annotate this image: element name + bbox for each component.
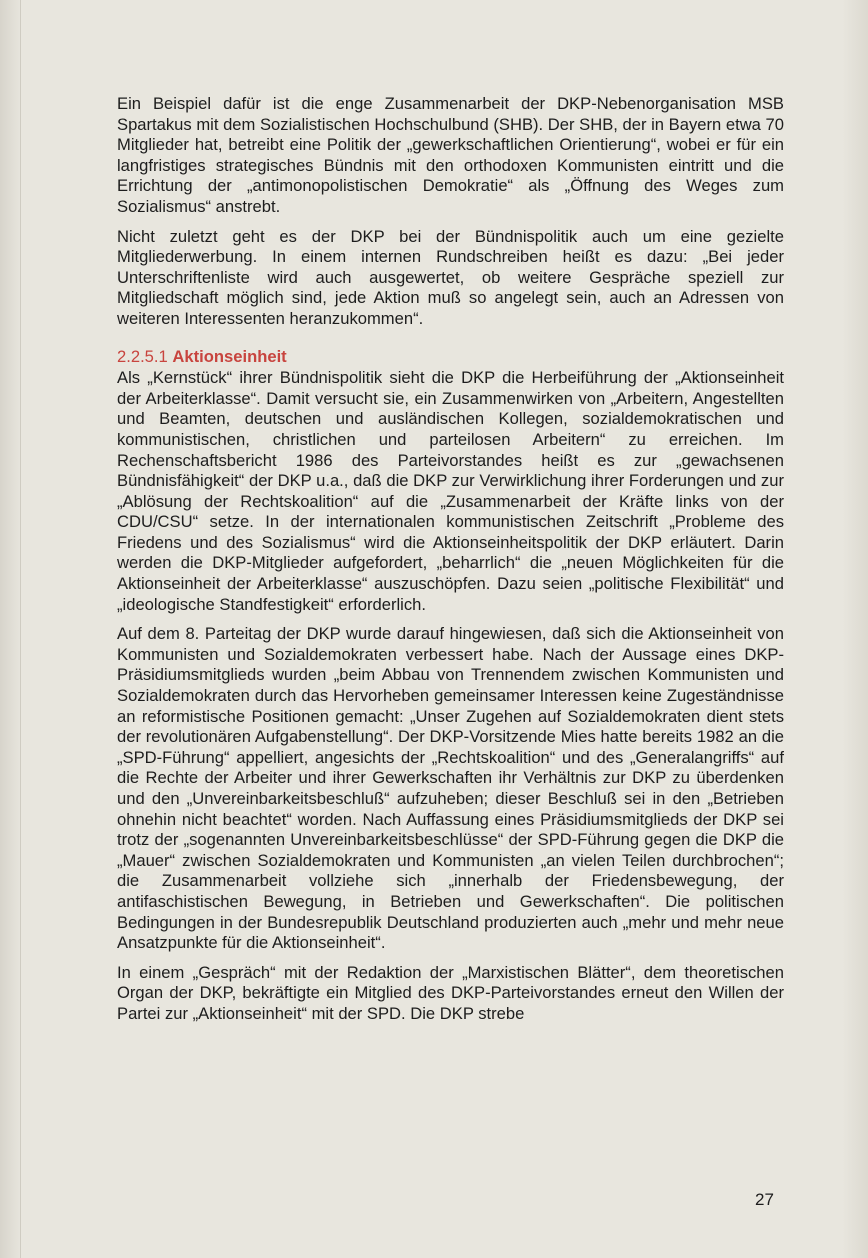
page-number: 27 [755, 1190, 774, 1209]
paragraph-gespraech: In einem „Gespräch“ mit der Redaktion der „Marxistischen Blätter“, dem theoretischen Organ der DKP, bekräftigte ein Mitglied des DKP-Parteivorstandes erneut den Willen der Partei zur „Aktionseinheit“ mit der SPD. Die DKP strebe [117, 962, 784, 1023]
page-gutter-line [20, 0, 21, 1258]
section-heading [117, 347, 784, 368]
paragraph-kernstueck: Als „Kernstück“ ihrer Bündnispolitik sieht die DKP die Herbeiführung der „Aktionseinheit der Arbeiterklasse“. Damit versucht sie, ein Zusammenwirken von „Arbeitern, Angestellten und Beamten, deutschen und ausländischen Kollegen, sozialdemokratischen und kommunistischen, christlichen und parteilosen Arbeitern“ zu erreichen. Im Rechenschaftsbericht 1986 des Parteivorstandes heißt es zur „gewachsenen Bündnisfähigkeit“ der DKP u.a., daß die DKP zur Verwirklichung ihrer Forderungen und zur „Ablösung der Rechtskoalition“ auf die „Zusammenarbeit der Kräfte links von der CDU/CSU“ setze. In der internationalen kommunistischen Zeitschrift „Probleme des Friedens und des Sozialismus“ wird die Aktionseinheitspolitik der DKP erläutert. Darin werden die DKP-Mitglieder aufgefordert, „beharrlich“ die „neuen Möglichkeiten für die Aktionseinheit der Arbeiterklasse“ auszuschöpfen. Dazu seien „politische Flexibilität“ und „ideologische Standfestigkeit“ erforderlich. [117, 368, 784, 614]
paragraph-parteitag: Auf dem 8. Parteitag der DKP wurde darauf hingewiesen, daß sich die Aktionseinheit von Kommunisten und Sozialdemokraten verbessert habe. Nach der Aussage eines DKP-Präsidiumsmitglieds wurden „beim Abbau von Trennendem zwischen Kommunisten und Sozialdemokraten durch das Hervorheben gemeinsamer Interessen keine Zugeständnisse an reformistische Positionen gemacht: „Unser Zugehen auf Sozialdemokraten dient stets der revolutionären Aufgabenstellung“. Der DKP-Vorsitzende Mies hatte bereits 1982 an die „SPD-Führung“ appelliert, angesichts der „Rechtskoalition“ und des „Generalangriffs“ auf die Rechte der Arbeiter und ihrer Gewerkschaften ihr Verhältnis zur DKP zu überdenken und den „Unvereinbarkeitsbeschluß“ aufzuheben; dieser Beschluß sei in den „Betrieben ohnehin nicht beachtet“ worden. Nach Auffassung eines Präsidiumsmitglieds der DKP sei trotz der „sogenannten Unvereinbarkeitsbeschlüsse“ der SPD-Führung gegen die DKP die „Mauer“ zwischen Sozialdemokraten und Kommunisten „an vielen Teilen durchbrochen“; die Zusammenarbeit vollziehe sich „innerhalb der Friedensbewegung, der antifaschistischen Bewegung, in Betrieben und Gewerkschaften“. Die politischen Bedingungen in der Bundesrepublik Deutschland produzierten auch „mehr und mehr neue Ansatzpunkte für die Aktionseinheit“. [117, 624, 784, 953]
page-body [117, 94, 784, 1034]
section-number: 2.2.5.1 [117, 346, 168, 366]
paragraph-mitgliederwerbung: Nicht zuletzt geht es der DKP bei der Bündnispolitik auch um eine gezielte Mitgliederwerbung. In einem internen Rundschreiben heißt es dazu: „Bei jeder Unterschriftenliste wird auch ausgewertet, ob weitere Gespräche speziell zur Mitgliedschaft möglich sind, jede Aktion muß so angelegt sein, auch an Adressen von weiteren Interessenten heranzukommen“. [117, 226, 784, 328]
paragraph-shb: Ein Beispiel dafür ist die enge Zusammenarbeit der DKP-Nebenorganisation MSB Spartakus mit dem Sozialistischen Hochschulbund (SHB). Der SHB, der in Bayern etwa 70 Mitglieder hat, betreibt eine Politik der „gewerkschaftlichen Orientierung“, wobei er für ein langfristiges strategisches Bündnis mit den orthodoxen Kommunisten eintritt und die Errichtung der „antimonopolistischen Demokratie“ als „Öffnung des Weges zum Sozialismus“ anstrebt. [117, 94, 784, 216]
section-title: Aktionseinheit [172, 346, 287, 366]
